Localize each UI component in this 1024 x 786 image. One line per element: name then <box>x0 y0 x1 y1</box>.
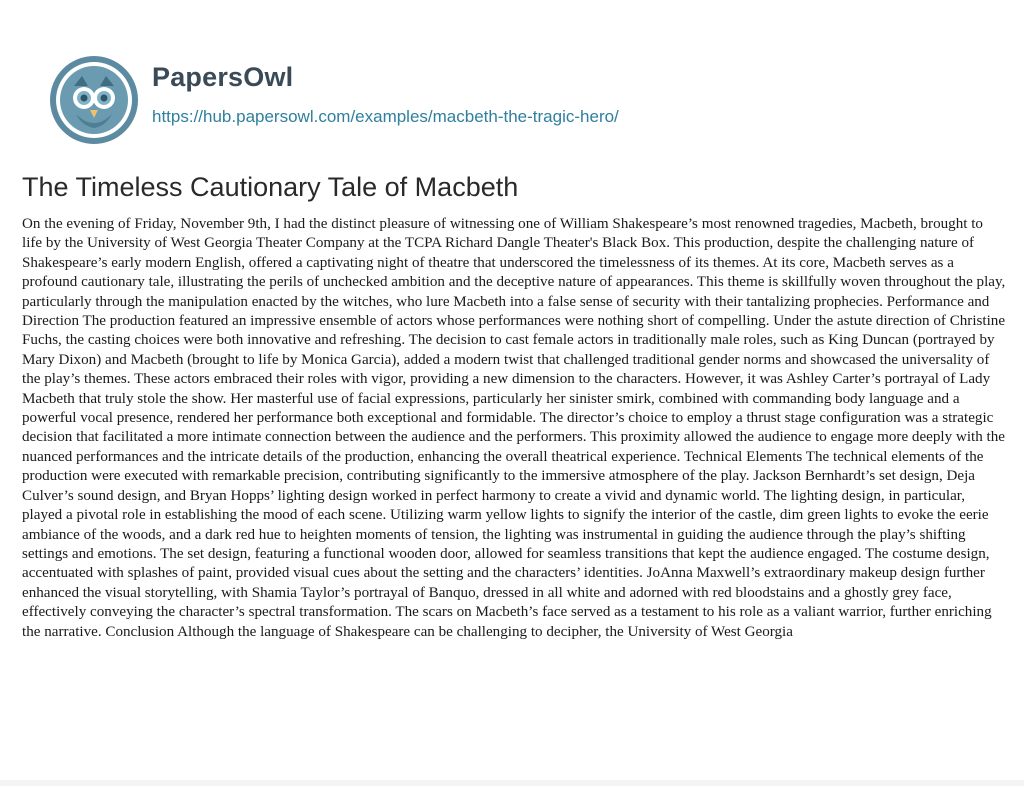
page-title: The Timeless Cautionary Tale of Macbeth <box>22 172 519 202</box>
brand-name[interactable]: PapersOwl <box>152 62 294 92</box>
brand-block <box>152 52 619 127</box>
source-url-link[interactable]: https://hub.papersowl.com/examples/macbeth-the-tragic-hero/ <box>152 107 619 126</box>
owl-icon[interactable] <box>46 52 142 148</box>
owl-logo-graphic <box>46 52 142 148</box>
page-bottom-strip <box>0 780 1024 786</box>
site-header <box>46 52 619 152</box>
essay-body: On the evening of Friday, November 9th, I had the distinct pleasure of witnessing one of William Shakespeare’s most renowned tragedies, Macbeth, brought to life by the University of West Georgia Theater Company at the TCPA Richard Dangle Theater's Black Box. This production, despite the challenging nature of Shakespeare’s early modern English, offered a captivating night of theatre that underscored the timelessness of its themes. At its core, Macbeth serves as a profound cautionary tale, illustrating the perils of unchecked ambition and the deceptive nature of appearances. This theme is skillfully woven throughout the play, particularly through the manipulation enacted by the witches, who lure Macbeth into a false sense of security with their tantalizing prophecies. Performance and Direction The production featured an impressive ensemble of actors whose performances were nothing short of compelling. Under the astute direction of Christine Fuchs, the casting choices were both innovative and refreshing. The decision to cast female actors in traditionally male roles, such as King Duncan (portrayed by Mary Dixon) and Macbeth (brought to life by Monica Garcia), added a modern twist that challenged traditional gender norms and showcased the universality of the play’s themes. These actors embraced their roles with vigor, providing a new dimension to the characters. However, it was Ashley Carter’s portrayal of Lady Macbeth that truly stole the show. Her masterful use of facial expressions, particularly her sinister smirk, combined with commanding body language and a powerful vocal presence, rendered her performance both exceptional and formidable. The director’s choice to employ a thrust stage configuration was a strategic decision that facilitated a more intimate connection between the audience and the performers. This proximity allowed the audience to engage more deeply with the nuanced performances and the intricate details of the production, enhancing the overall theatrical experience. Technical Elements The technical elements of the production were executed with remarkable precision, contributing significantly to the immersive atmosphere of the play. Jackson Bernhardt’s set design, Deja Culver’s sound design, and Bryan Hopps’ lighting design worked in perfect harmony to create a vivid and dynamic world. The lighting design, in particular, played a pivotal role in establishing the mood of each scene. Utilizing warm yellow lights to signify the interior of the castle, dim green lights to evoke the eerie ambiance of the woods, and a dark red hue to heighten moments of tension, the lighting was instrumental in guiding the audience through the play’s shifting settings and emotions. The set design, featuring a functional wooden door, allowed for seamless transitions that kept the audience engaged. The costume design, accentuated with splashes of paint, provided visual cues about the setting and the characters’ identities. JoAnna Maxwell’s extraordinary makeup design further enhanced the visual storytelling, with Shamia Taylor’s portrayal of Banquo, dressed in all white and adorned with red bloodstains and a ghostly grey face, effectively conveying the character’s spectral transformation. The scars on Macbeth’s face served as a testament to his role as a valiant warrior, further enriching the narrative. Conclusion Although the language of Shakespeare can be challenging to decipher, the University of West Georgia <box>22 216 1006 640</box>
